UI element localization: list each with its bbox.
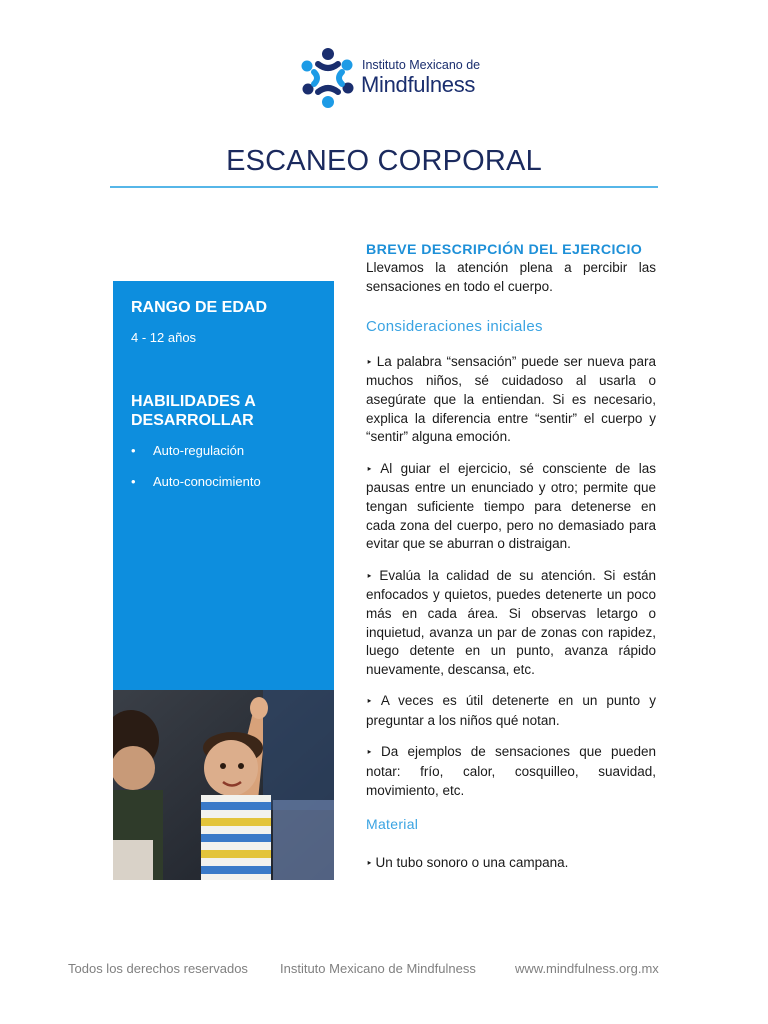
skill-item: • Auto-conocimiento: [131, 474, 261, 505]
children-classroom-photo: [113, 690, 334, 880]
page-title: ESCANEO CORPORAL: [226, 145, 542, 177]
skill-item: • Auto-regulación: [131, 443, 261, 474]
footer-rights: Todos los derechos reservados: [68, 961, 248, 976]
consideration-item: ‣ Da ejemplos de sensaciones que pueden notar: frío, calor, cosquilleo, suavidad, movimiento, etc.: [366, 743, 656, 800]
age-range-heading: RANGO DE EDAD: [131, 299, 268, 316]
considerations-heading: Consideraciones iniciales: [366, 318, 543, 336]
logo-line-1: Instituto Mexicano de: [362, 58, 481, 72]
exercise-content: [366, 241, 656, 886]
age-range-value: 4 - 12 años: [131, 330, 197, 345]
material-item: ‣ Un tubo sonoro o una campana.: [366, 854, 656, 874]
skills-list: [131, 443, 261, 505]
description-heading: BREVE DESCRIPCIÓN DEL EJERCICIO: [366, 242, 643, 258]
skills-heading: HABILIDADES A DESARROLLAR: [131, 393, 256, 429]
consideration-item: ‣ La palabra “sensación” puede ser nueva para muchos niños, sé cuidadoso al usarla o asegúrate que la entiendan. Si es necesario, explica la diferencia entre “sentir” el cuerpo y “sentir” alguna emoción.: [366, 353, 656, 447]
material-heading: Material: [366, 816, 419, 833]
consideration-item: ‣ Al guiar el ejercicio, sé consciente de las pausas entre un enunciado y otro; permite que tengan suficiente tiempo para detenerse en cada zona del cuerpo, pero no demasiado para evitar que se aburran o distraigan.: [366, 460, 656, 554]
footer-url[interactable]: www.mindfulness.org.mx: [515, 961, 659, 976]
people-circle-icon: [298, 44, 358, 110]
info-sidebar: [113, 281, 334, 690]
institute-logo: [298, 44, 481, 110]
logo-line-2: Mindfulness: [361, 72, 476, 97]
title-divider: [110, 186, 658, 188]
footer-org: Instituto Mexicano de Mindfulness: [280, 961, 476, 976]
description-text: Llevamos la atención plena a percibir las sensaciones en todo el cuerpo.: [366, 260, 656, 294]
consideration-item: ‣ A veces es útil detenerte en un punto y preguntar a los niños qué notan.: [366, 692, 656, 730]
consideration-item: ‣ Evalúa la calidad de su atención. Si están enfocados y quietos, puedes detenerte un poco más en cada área. Si observas letargo o inquietud, avanza un par de zonas con rapidez, luego detente en un punto, avanza rápido nuevamente, descansa, etc.: [366, 567, 656, 680]
